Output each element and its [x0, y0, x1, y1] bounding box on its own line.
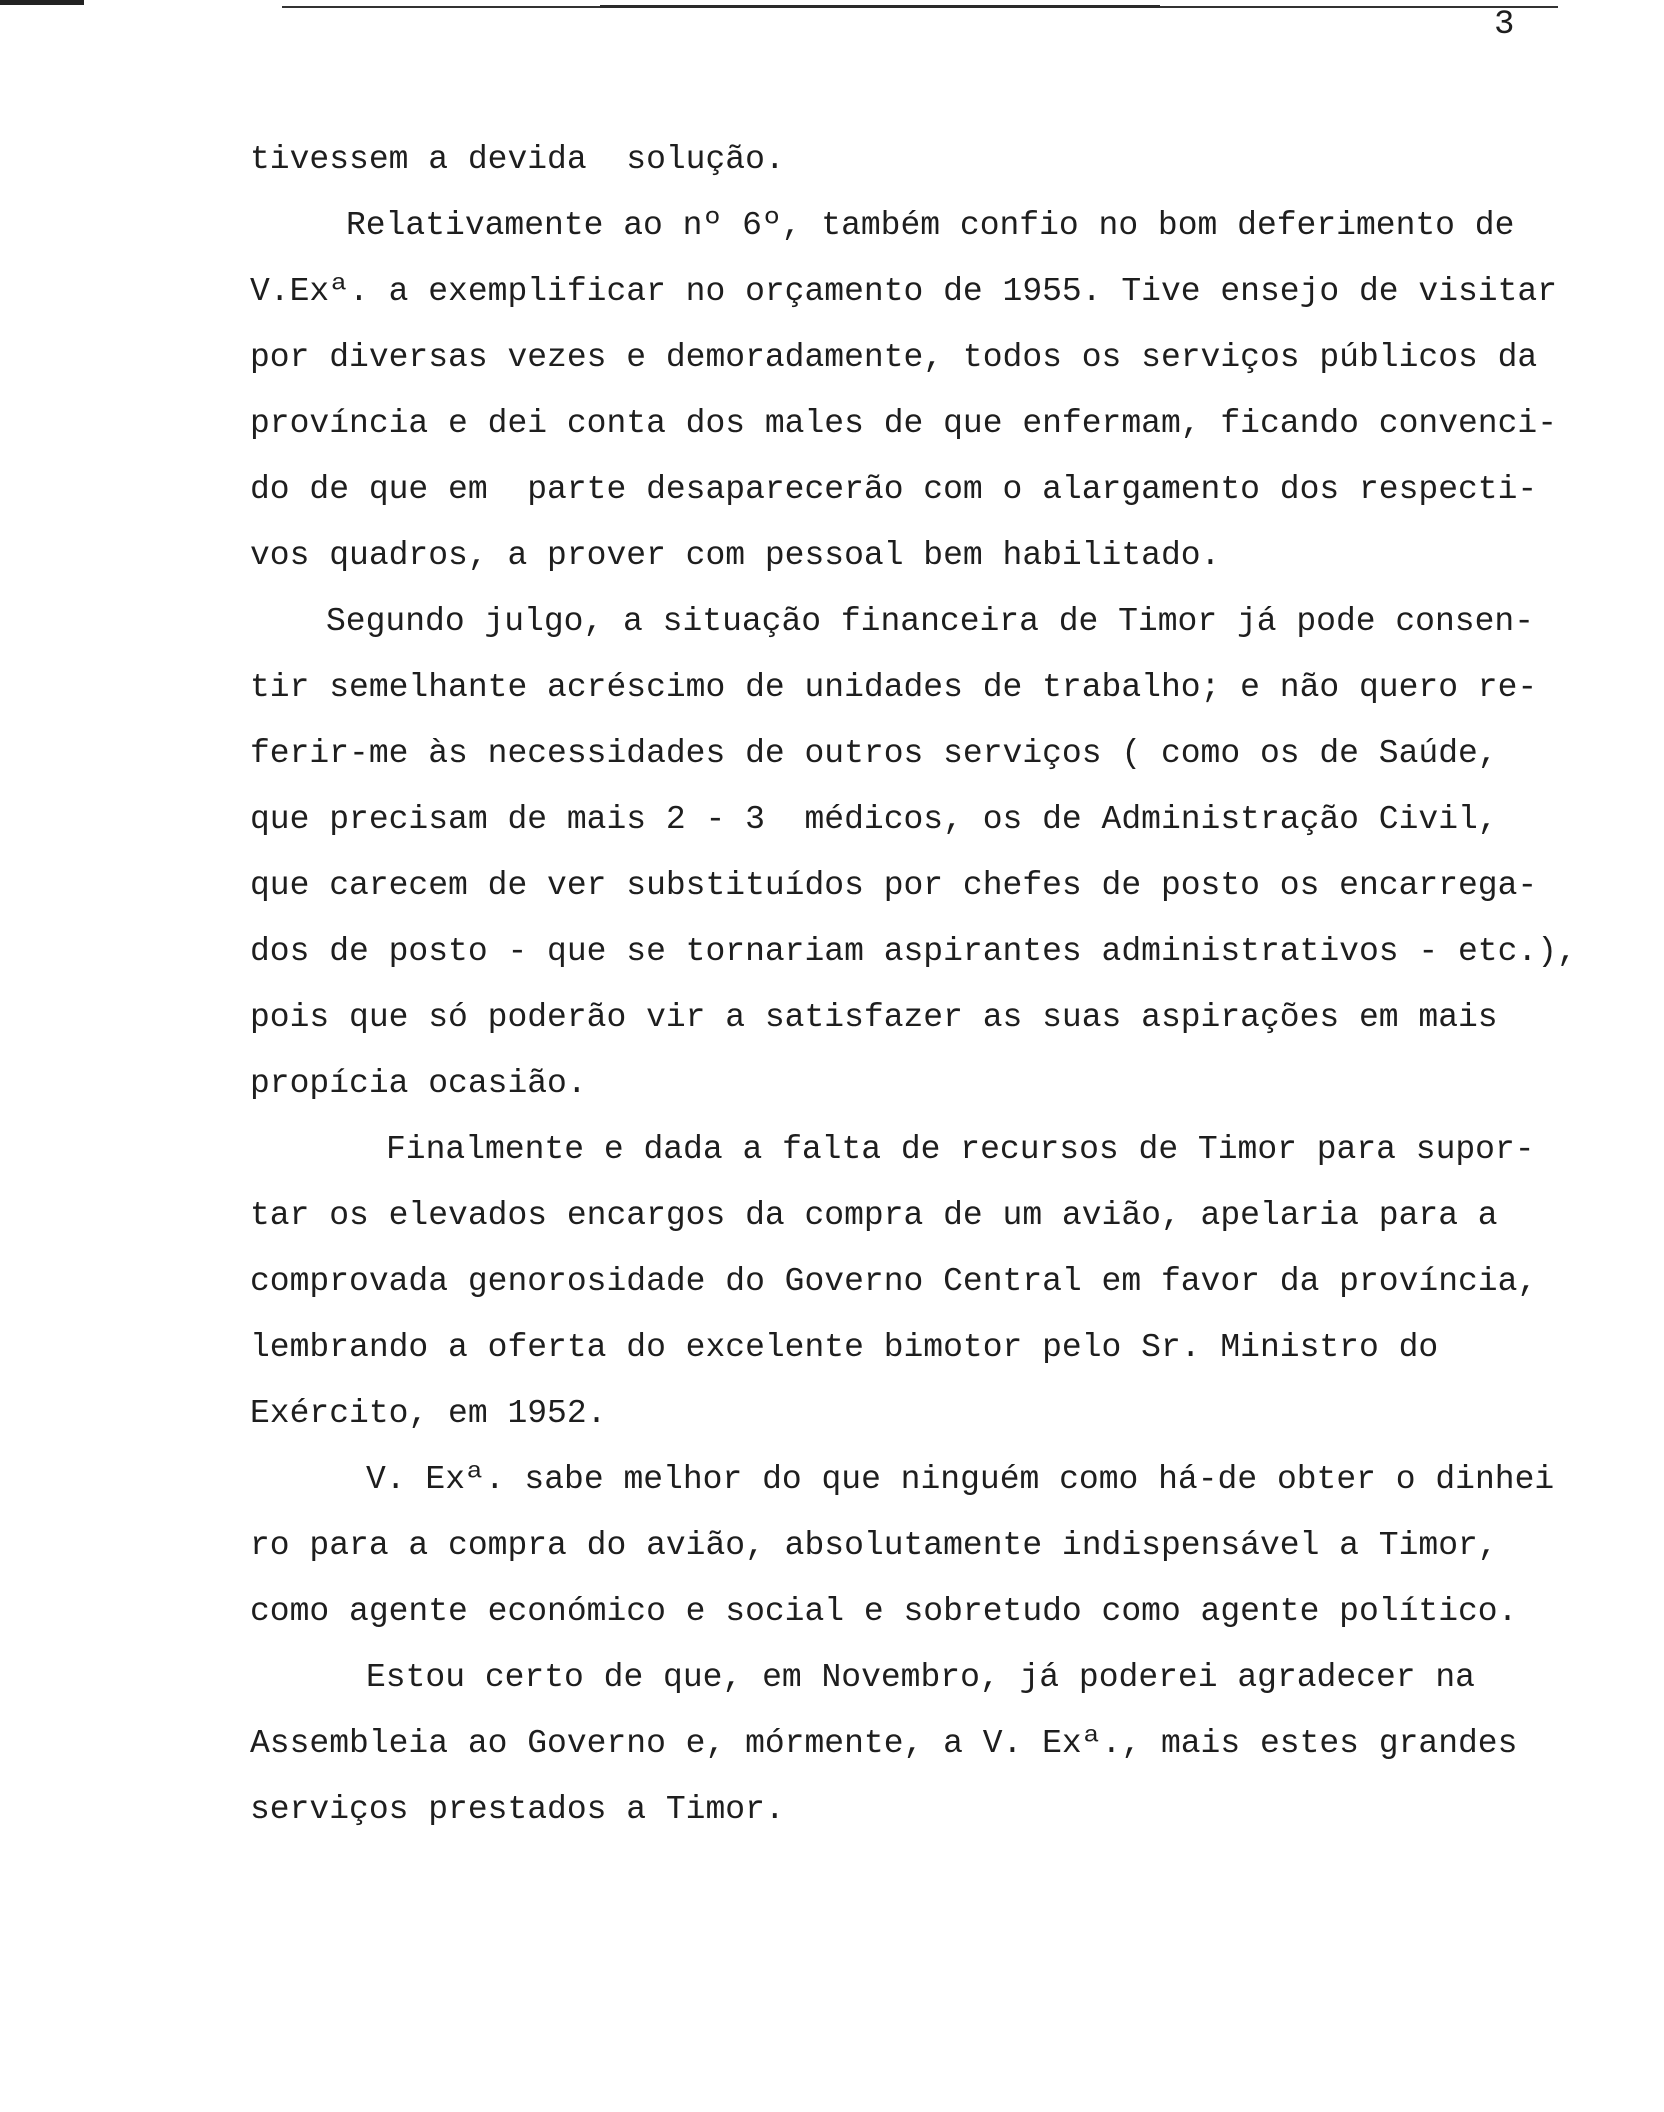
paragraph-first-line: Finalmente e dada a falta de recursos de Timor para supor- [386, 1131, 1535, 1168]
text-line: vos quadros, a prover com pessoal bem habilitado. [250, 537, 1221, 574]
paragraph-first-line: Segundo julgo, a situação financeira de Timor já pode consen- [326, 603, 1534, 640]
text-line: Exército, em 1952. [250, 1395, 607, 1432]
text-line: que carecem de ver substituídos por chefes de posto os encarrega- [250, 867, 1538, 904]
paragraph-first-line: Estou certo de que, em Novembro, já poderei agradecer na [366, 1659, 1475, 1696]
text-line: dos de posto - que se tornariam aspirantes administrativos - etc.), [250, 933, 1577, 970]
top-edge-mark [0, 0, 84, 5]
text-line: V.Exª. a exemplificar no orçamento de 1955. Tive ensejo de visitar [250, 273, 1558, 310]
text-line: Assembleia ao Governo e, mórmente, a V. Exª., mais estes grandes [250, 1725, 1518, 1762]
text-line: que precisam de mais 2 - 3 médicos, os de Administração Civil, [250, 801, 1498, 838]
page-number: 3 [1494, 6, 1515, 44]
text-line: propícia ocasião. [250, 1065, 587, 1102]
text-line: comprovada genorosidade do Governo Central em favor da província, [250, 1263, 1538, 1300]
text-line: ferir-me às necessidades de outros serviços ( como os de Saúde, [250, 735, 1498, 772]
text-line: por diversas vezes e demoradamente, todos os serviços públicos da [250, 339, 1538, 376]
text-line: tir semelhante acréscimo de unidades de trabalho; e não quero re- [250, 669, 1538, 706]
text-line: ro para a compra do avião, absolutamente indispensável a Timor, [250, 1527, 1498, 1564]
text-line: província e dei conta dos males de que enfermam, ficando convenci- [250, 405, 1558, 442]
header-rule-thick [600, 5, 1160, 8]
paragraph-first-line: Relativamente ao nº 6º, também confio no bom deferimento de [346, 207, 1515, 244]
text-line: como agente económico e social e sobretudo como agente político. [250, 1593, 1518, 1630]
text-line: serviços prestados a Timor. [250, 1791, 785, 1828]
paragraph-first-line: V. Exª. sabe melhor do que ninguém como há-de obter o dinhei [366, 1461, 1555, 1498]
text-line: tar os elevados encargos da compra de um avião, apelaria para a [250, 1197, 1498, 1234]
text-line: do de que em parte desaparecerão com o alargamento dos respecti- [250, 471, 1538, 508]
text-line: lembrando a oferta do excelente bimotor pelo Sr. Ministro do [250, 1329, 1439, 1366]
text-line: pois que só poderão vir a satisfazer as suas aspirações em mais [250, 999, 1498, 1036]
text-line: tivessem a devida solução. [250, 141, 785, 178]
